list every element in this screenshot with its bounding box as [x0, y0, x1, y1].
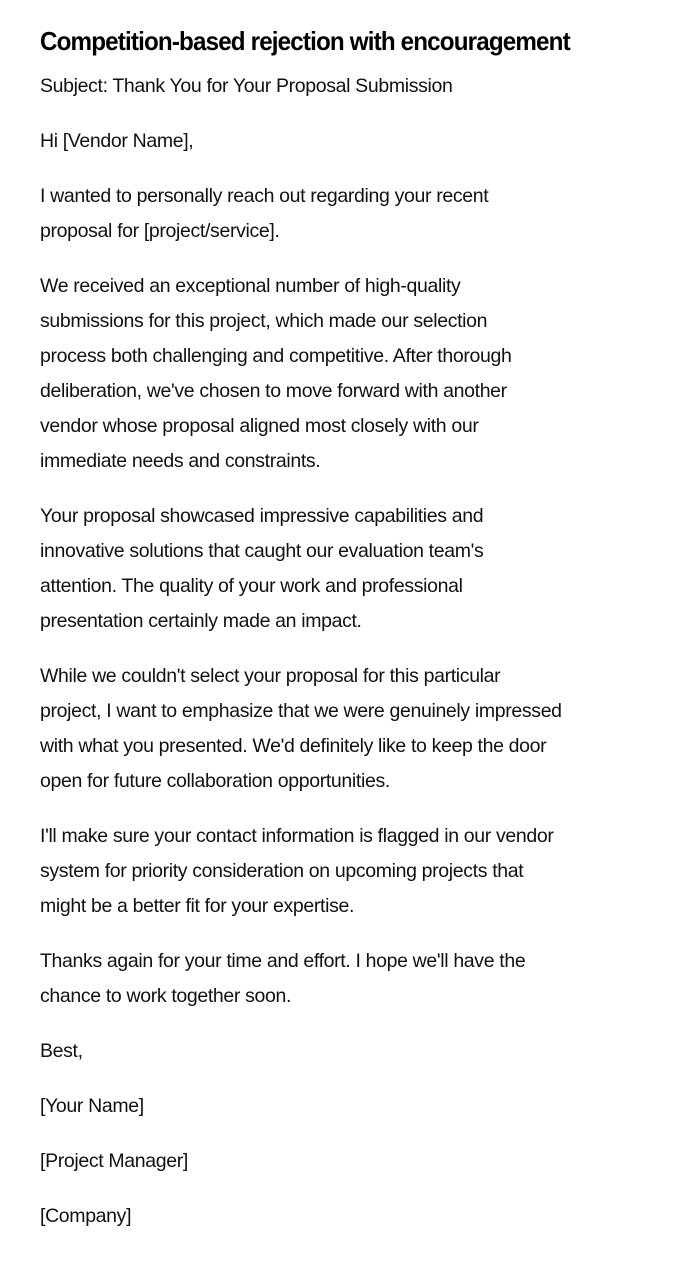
- signature-company: [Company]: [40, 1205, 132, 1227]
- greeting: Hi [Vendor Name],: [40, 130, 194, 152]
- text-line: attention. The quality of your work and professional: [40, 575, 463, 597]
- text-line: process both challenging and competitive. After thorough: [40, 345, 512, 367]
- text-line: vendor whose proposal aligned most closely with our: [40, 415, 479, 437]
- text-line: deliberation, we've chosen to move forward with another: [40, 380, 507, 402]
- text-line: While we couldn't select your proposal for this particular: [40, 665, 501, 687]
- paragraph-praise: [40, 499, 650, 639]
- paragraph-priority: [40, 819, 650, 924]
- subject-line: Subject: Thank You for Your Proposal Submission: [40, 75, 453, 97]
- text-line: We received an exceptional number of high-quality: [40, 275, 461, 297]
- letter-document: [40, 22, 650, 1234]
- text-line: system for priority consideration on upcoming projects that: [40, 860, 524, 882]
- text-line: proposal for [project/service].: [40, 220, 280, 242]
- text-line: I'll make sure your contact information is flagged in our vendor: [40, 825, 554, 847]
- document-title: Competition-based rejection with encouragement: [40, 26, 570, 56]
- text-line: presentation certainly made an impact.: [40, 610, 362, 632]
- text-line: Thanks again for your time and effort. I hope we'll have the: [40, 950, 526, 972]
- text-line: I wanted to personally reach out regarding your recent: [40, 185, 489, 207]
- text-line: innovative solutions that caught our evaluation team's: [40, 540, 484, 562]
- signature-title: [Project Manager]: [40, 1150, 188, 1172]
- paragraph-thanks: [40, 944, 650, 1014]
- paragraph-decision: [40, 269, 650, 479]
- paragraph-future: [40, 659, 650, 799]
- text-line: open for future collaboration opportunities.: [40, 770, 390, 792]
- text-line: with what you presented. We'd definitely like to keep the door: [40, 735, 547, 757]
- text-line: project, I want to emphasize that we were genuinely impressed: [40, 700, 562, 722]
- signature-name: [Your Name]: [40, 1095, 144, 1117]
- text-line: immediate needs and constraints.: [40, 450, 321, 472]
- closing: Best,: [40, 1040, 83, 1062]
- text-line: chance to work together soon.: [40, 985, 292, 1007]
- text-line: might be a better fit for your expertise.: [40, 895, 355, 917]
- text-line: submissions for this project, which made our selection: [40, 310, 488, 332]
- text-line: Your proposal showcased impressive capabilities and: [40, 505, 484, 527]
- paragraph-intro: [40, 179, 650, 249]
